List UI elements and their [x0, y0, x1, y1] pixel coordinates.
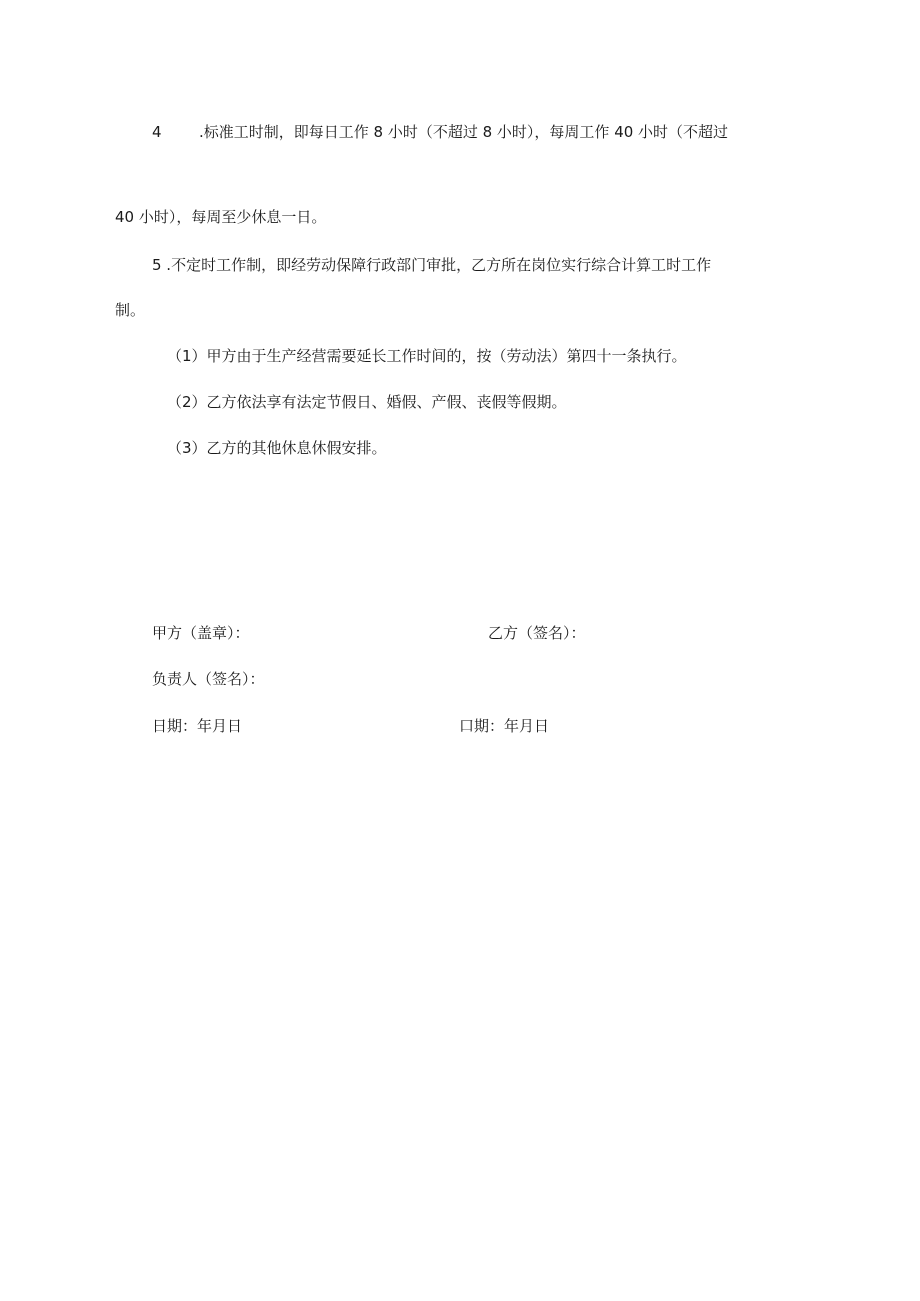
item-4-number: 4 [152, 123, 162, 141]
date-a-label: 日期：年月日 [152, 717, 243, 735]
party-b-sign-label: 乙方（签名）： [488, 624, 586, 642]
date-b-label: 口期：年月日 [459, 717, 550, 735]
responsible-sign-label: 负责人（签名）： [152, 670, 265, 688]
party-a-seal-label: 甲方（盖章）： [152, 624, 250, 642]
subitem-2: （2）乙方依法享有法定节假日、婚假、产假、丧假等假期。 [167, 393, 567, 411]
item-5-line-1: 5 .不定时工作制，即经劳动保障行政部门审批，乙方所在岗位实行综合计算工时工作 [152, 256, 712, 274]
item-5-line-2: 制。 [115, 301, 146, 319]
subitem-1: （1）甲方由于生产经营需要延长工作时间的，按（劳动法）第四十一条执行。 [167, 347, 687, 365]
subitem-3: （3）乙方的其他休息休假安排。 [167, 439, 387, 457]
item-4-line-2: 40 小时），每周至少休息一日。 [115, 208, 327, 226]
item-4-line-1: .标准工时制，即每日工作 8 小时（不超过 8 小时），每周工作 40 小时（不超过 [199, 123, 729, 141]
